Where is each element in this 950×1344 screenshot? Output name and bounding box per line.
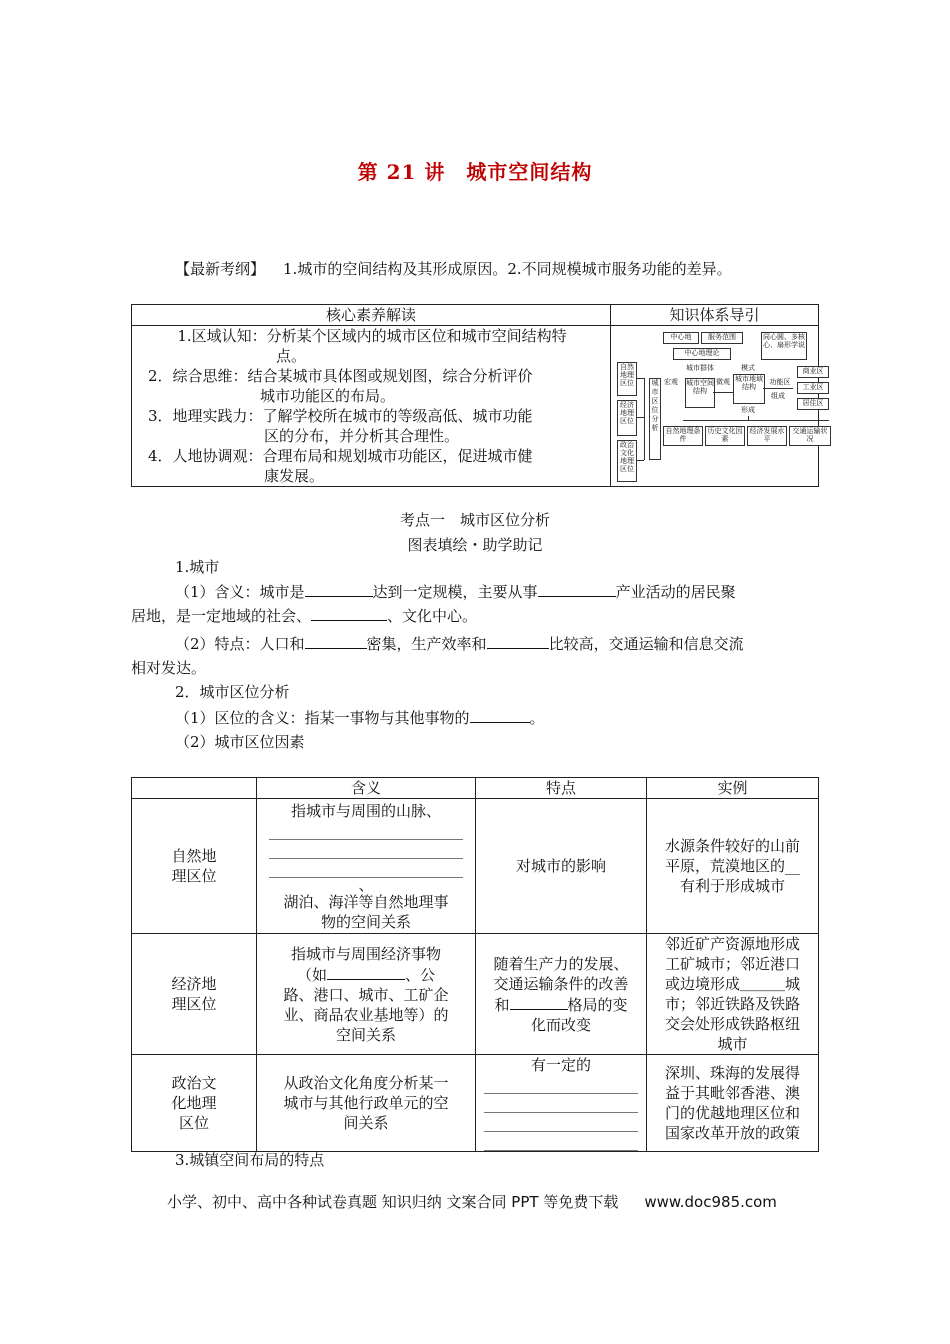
political-feature: 有一定的	[476, 1055, 647, 1152]
map-label-pattern: 模式	[741, 364, 755, 372]
map-box-models: 同心圆、多核心、扇形学说	[761, 332, 807, 360]
page-footer	[167, 1191, 777, 1212]
blank-3[interactable]	[311, 605, 387, 621]
map-box-economic: 经济地理区位	[617, 400, 637, 436]
knowledge-mindmap	[611, 326, 828, 478]
map-box-economic-level: 经济发展水平	[747, 426, 787, 446]
map-box-political: 政治文化地理区位	[617, 440, 637, 482]
para-location-meaning: （1）区位的含义：指某一事物与其他事物的 。	[175, 709, 545, 727]
core-item-3a: 3．地理实践力：了解学校所在城市的等级高低、城市功能	[148, 407, 533, 425]
map-box-central-place: 中心地	[663, 332, 699, 344]
blank-economic-2[interactable]	[510, 994, 568, 1010]
core-item-1b: 点。	[276, 347, 307, 365]
map-box-historical-factors: 历史文化因素	[705, 426, 745, 446]
economic-meaning: 指城市与周围经济事物 （如 、公 路、港口、城市、工矿企 业、商品农业基地等）的 空间关系	[257, 934, 476, 1055]
map-box-urban-regional-structure: 城市地域结构	[733, 374, 765, 404]
map-label-micro: 微观	[716, 378, 730, 386]
section-subtitle: 图表填绘・助学助记	[407, 536, 543, 554]
blank-political-3[interactable]	[484, 1115, 638, 1132]
row-name-political: 政治文 化地理 区位	[132, 1055, 257, 1152]
economic-example: 邻近矿产资源地形成 工矿城市；邻近港口 或边境形成＿＿＿城 市；邻近铁路及铁路 交会处形成铁路枢纽 城市	[647, 934, 819, 1055]
core-item-3b: 区的分布，并分析其合理性。	[264, 427, 460, 445]
political-meaning: 从政治文化角度分析某一 城市与其他行政单元的空 间关系	[257, 1055, 476, 1152]
map-box-urban-spatial-structure: 城市空间结构	[685, 378, 715, 408]
map-label-composition: 组成	[767, 392, 789, 402]
col-header-meaning: 含义	[257, 778, 476, 799]
page-title: 第 21 讲 城市空间结构	[357, 160, 593, 184]
heading-spatial-layout: 3.城镇空间布局的特点	[175, 1151, 325, 1169]
footer-text: 小学、初中、高中各种试卷真题 知识归纳 文案合同 PPT 等免费下载	[167, 1193, 619, 1211]
map-box-residential: 居住区	[797, 398, 829, 410]
para-city-meaning-cont: 居地，是一定地域的社会、 、文化中心。	[131, 607, 478, 625]
blank-6[interactable]	[470, 707, 530, 723]
core-item-1a: 1.区域认知：分析某个区域内的城市区位和城市空间结构特	[177, 327, 567, 345]
section-title: 考点一 城市区位分析	[399, 511, 550, 529]
map-box-natural: 自然地理区位	[617, 362, 637, 396]
para-location-factors: （2）城市区位因素	[175, 733, 305, 751]
core-item-4a: 4．人地协调观：合理布局和规划城市功能区，促进城市健	[148, 447, 533, 465]
para-city-meaning: （1）含义：城市是 达到一定规模，主要从事 产业活动的居民聚	[175, 583, 736, 601]
heading-location-analysis: 2．城市区位分析	[175, 683, 290, 701]
economic-feature: 随着生产力的发展、 交通运输条件的改善 和 格局的变 化而改变	[476, 934, 647, 1055]
blank-political-4[interactable]	[484, 1134, 638, 1151]
blank-1[interactable]	[305, 581, 373, 597]
map-box-transport: 交通运输状况	[789, 426, 831, 446]
table-row-economic	[132, 934, 819, 1055]
natural-meaning: 指城市与周围的山脉、 、 湖泊、海洋等自然地理事 物的空间关系	[257, 799, 476, 934]
map-label-formation: 形成	[741, 406, 755, 414]
outline-text: 1.城市的空间结构及其形成原因。2.不同规模城市服务功能的差异。	[283, 260, 732, 278]
map-label-functional-zone: 功能区	[767, 378, 793, 388]
blank-political-1[interactable]	[484, 1077, 638, 1094]
blank-economic-1[interactable]	[327, 964, 405, 980]
core-header: 核心素养解读	[132, 305, 611, 326]
exam-outline	[175, 258, 732, 279]
natural-feature: 对城市的影响	[476, 799, 647, 934]
blank-natural-1[interactable]	[269, 823, 463, 840]
para-city-features: （2）特点：人口和 密集，生产效率和 比较高，交通运输和信息交流	[175, 635, 744, 653]
para-city-features-cont: 相对发达。	[131, 659, 207, 677]
outline-label: 【最新考纲】	[175, 260, 266, 278]
knowledge-header: 知识体系导引	[611, 305, 819, 326]
political-example: 深圳、珠海的发展得 益于其毗邻香港、澳 门的优越地理区位和 国家改革开放的政策	[647, 1055, 819, 1152]
row-name-natural: 自然地 理区位	[132, 799, 257, 934]
core-literacy-list	[132, 326, 611, 487]
blank-political-2[interactable]	[484, 1096, 638, 1113]
core-item-2b: 城市功能区的布局。	[260, 387, 396, 405]
footer-site-link[interactable]: www.doc985.com	[644, 1193, 777, 1211]
map-label-city-group: 城市群体	[683, 364, 717, 374]
map-label-macro: 宏观	[664, 378, 678, 386]
table-row-natural	[132, 799, 819, 934]
natural-example: 水源条件较好的山前 平原，荒漠地区的__ 有利于形成城市	[647, 799, 819, 934]
map-box-natural-conditions: 自然地理条件	[663, 426, 703, 446]
map-box-service-range: 服务范围	[701, 332, 743, 344]
heading-city: 1.城市	[175, 558, 220, 576]
map-box-location-analysis: 城市区位分析	[649, 378, 661, 460]
map-box-central-place-theory: 中心地理论	[673, 348, 731, 360]
col-header-blank	[132, 778, 257, 799]
blank-5[interactable]	[487, 633, 549, 649]
map-box-commercial: 商业区	[797, 366, 829, 378]
core-literacy-table	[131, 304, 828, 487]
core-item-2a: 2．综合思维：结合某城市具体图或规划图，综合分析评价	[148, 367, 533, 385]
row-name-economic: 经济地 理区位	[132, 934, 257, 1055]
core-item-4b: 康发展。	[264, 467, 325, 485]
col-header-feature: 特点	[476, 778, 647, 799]
blank-natural-2[interactable]	[269, 842, 463, 859]
blank-2[interactable]	[538, 581, 616, 597]
blank-4[interactable]	[305, 633, 367, 649]
location-factor-table	[131, 777, 819, 1152]
table-row-political	[132, 1055, 819, 1152]
col-header-example: 实例	[647, 778, 819, 799]
map-box-industrial: 工业区	[797, 382, 829, 394]
knowledge-map-cell	[611, 326, 828, 487]
